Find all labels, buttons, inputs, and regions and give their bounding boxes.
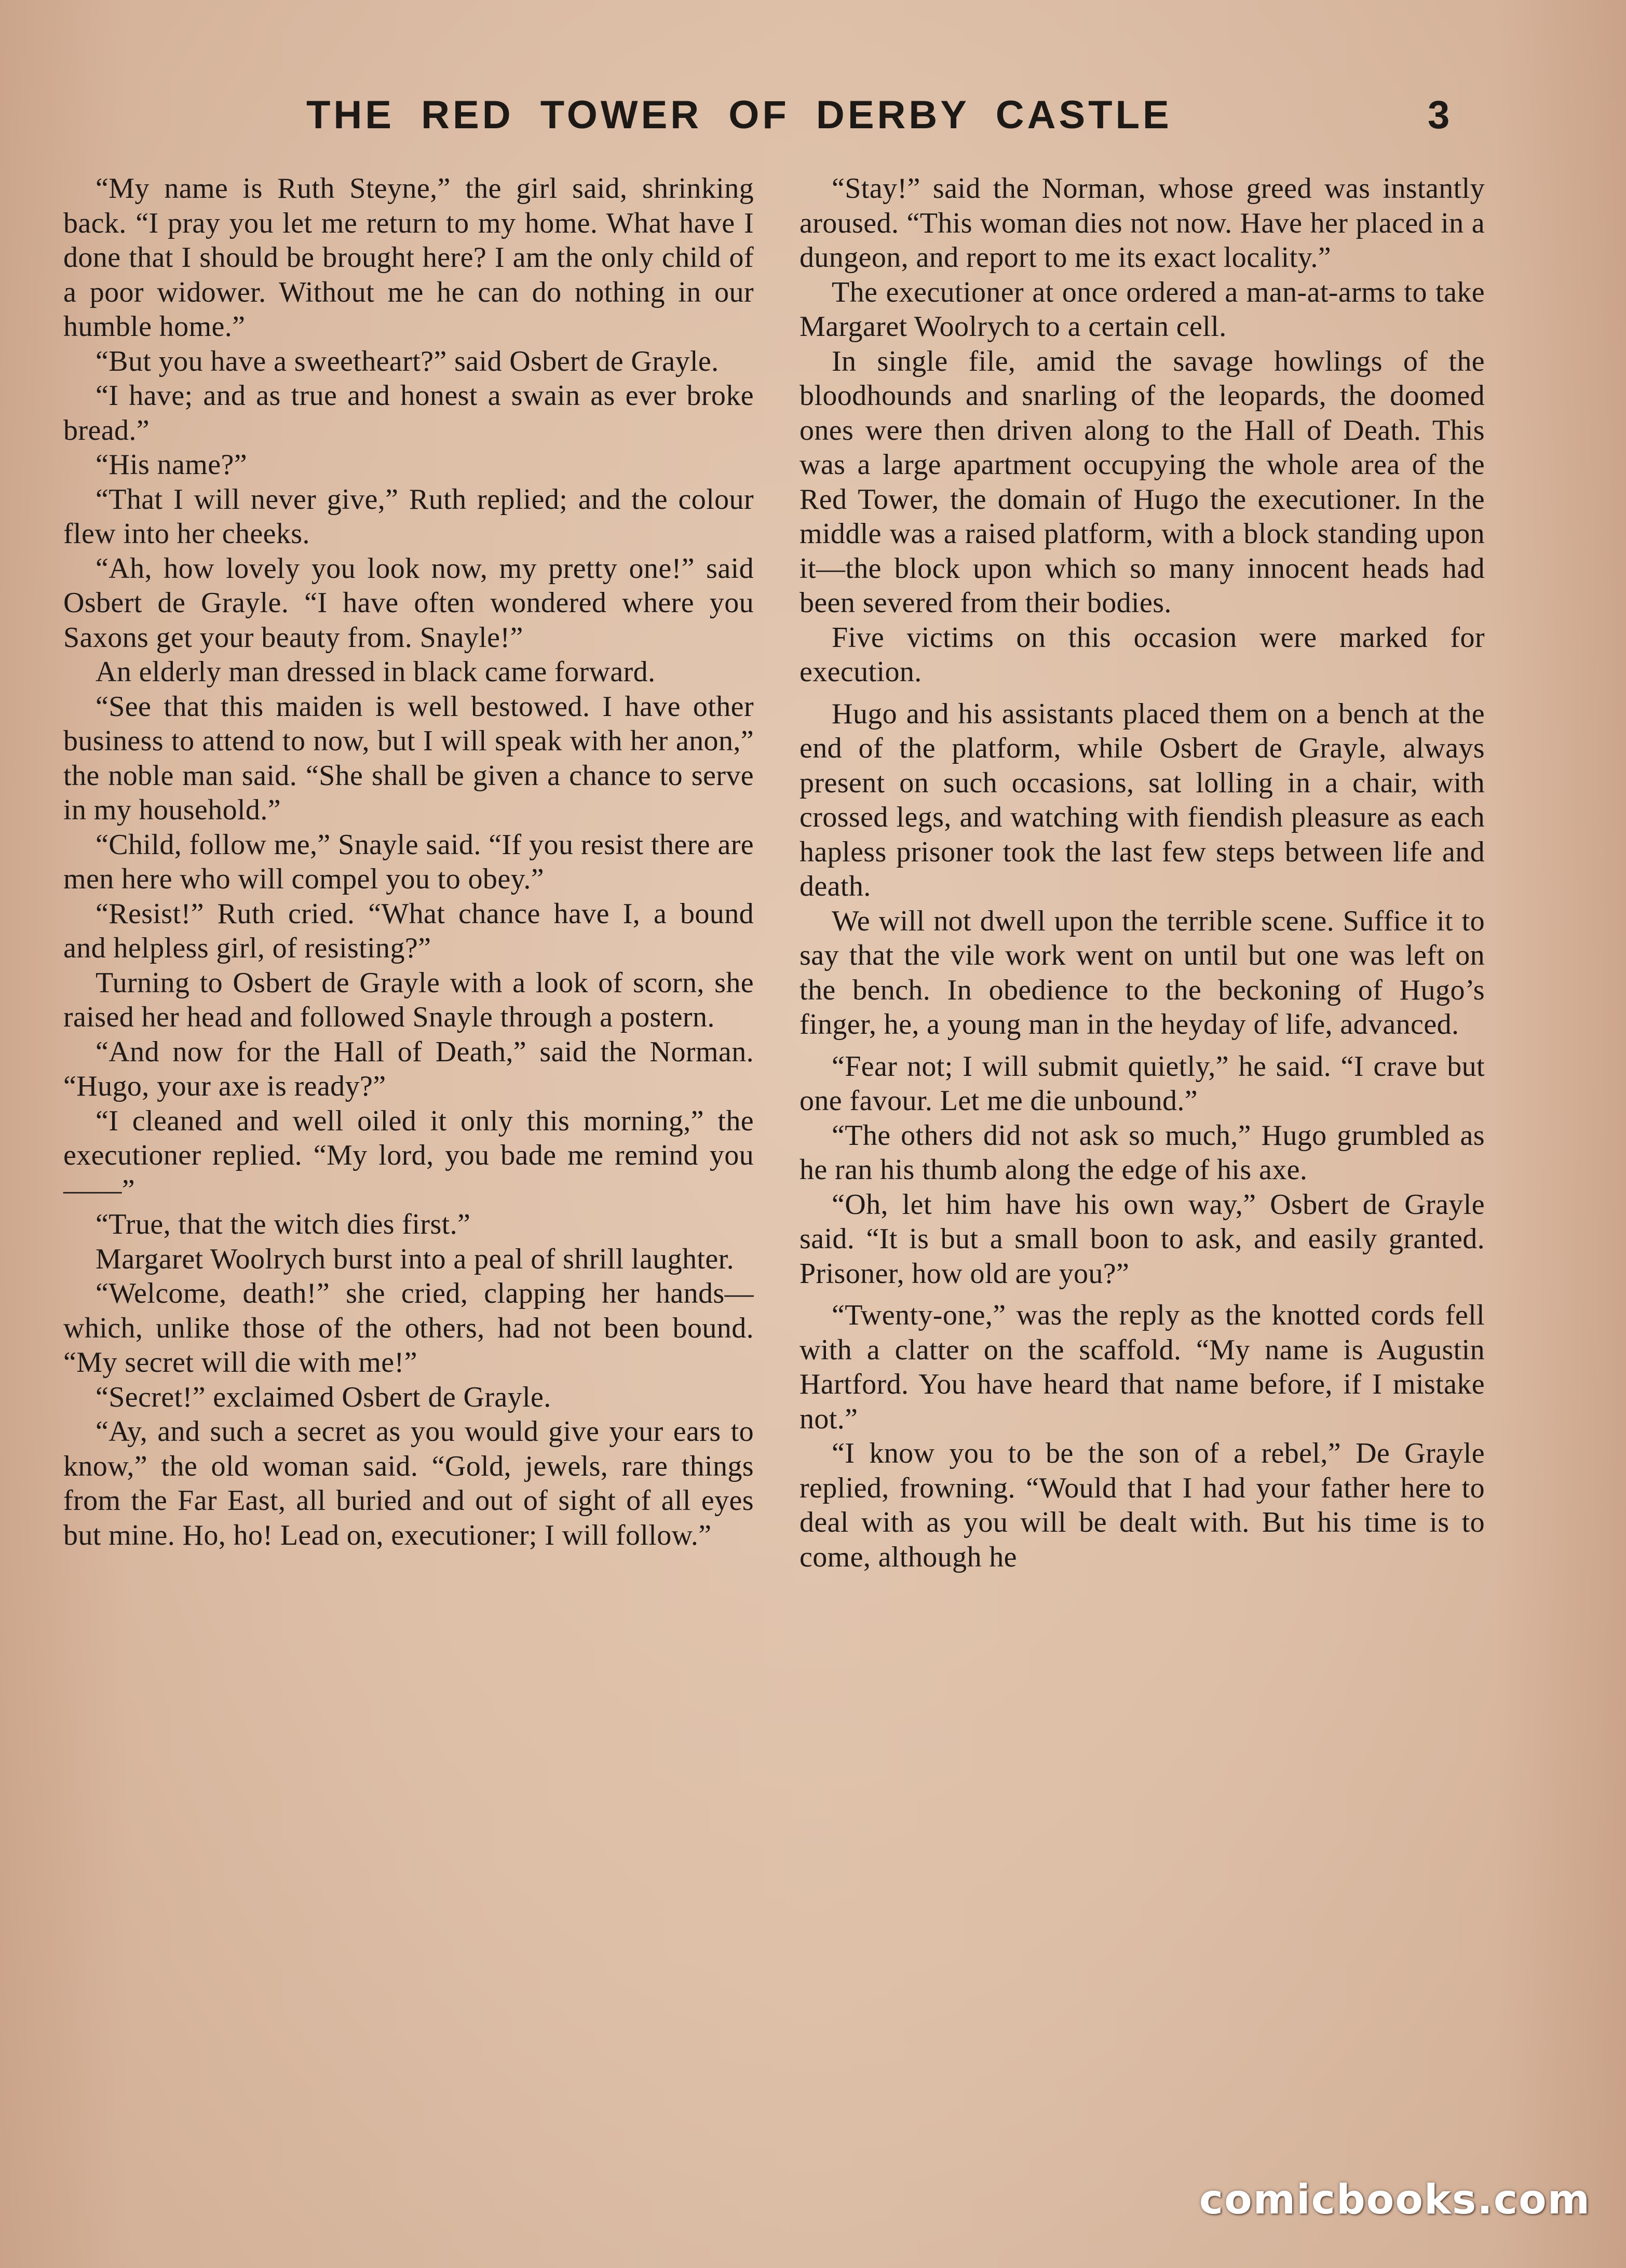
left-column [63, 171, 754, 1553]
paragraph: “Resist!” Ruth cried. “What chance have I, a bound and helpless girl, of resisting?” [63, 897, 754, 964]
paragraph: “That I will never give,” Ruth replied; and the colour flew into her cheeks. [63, 483, 754, 550]
paragraph: “But you have a sweetheart?” said Osbert de Grayle. [96, 345, 719, 377]
paragraph: Margaret Woolrych burst into a peal of shrill laughter. [96, 1243, 735, 1275]
right-column [800, 171, 1485, 1574]
paragraph: “I have; and as true and honest a swain as ever broke bread.” [63, 380, 754, 447]
running-title: THE RED TOWER OF DERBY CASTLE [306, 93, 1172, 137]
paragraph: “Welcome, death!” she cried, clapping her hands—which, unlike those of the others, had not been bound. “My secret will die with me!” [63, 1277, 754, 1379]
paragraph: “Child, follow me,” Snayle said. “If you resist there are men here who will compel you to obey.” [63, 828, 754, 895]
paragraph: In single file, amid the savage howlings of the bloodhounds and snarling of the leopards, the doomed ones were then driven along to the Hall of Death. This was a large apartment occupying the whole area of the Red Tower, the domain of Hugo the executioner. In the middle was a raised platform, with a block standing upon it—the block upon which so many innocent heads had been severed from their bodies. [800, 345, 1485, 619]
paragraph: “Twenty-one,” was the reply as the knotted cords fell with a clatter on the scaffold. “My name is Augustin Hartford. You have heard that name before, if I mistake not.” [800, 1299, 1485, 1435]
paragraph: “Oh, let him have his own way,” Osbert de Grayle said. “It is but a small boon to ask, and easily granted. Prisoner, how old are you?” [800, 1188, 1485, 1290]
paragraph: “See that this maiden is well bestowed. I have other business to attend to now, but I will speak with her anon,” the noble man said. “She shall be given a chance to serve in my household.” [63, 690, 754, 826]
paragraph: Five victims on this occasion were marked for execution. [800, 621, 1485, 688]
paragraph: “And now for the Hall of Death,” said the Norman. “Hugo, your axe is ready?” [63, 1035, 754, 1102]
page-number: 3 [1428, 93, 1450, 137]
paragraph: “Stay!” said the Norman, whose greed was instantly aroused. “This woman dies not now. Have her placed in a dungeon, and report to me its exact locality.” [800, 172, 1485, 274]
site-watermark: comicbooks.com [1199, 2177, 1591, 2223]
paragraph: “Ah, how lovely you look now, my pretty one!” said Osbert de Grayle. “I have often wondered where you Saxons get your beauty from. Snayle!” [63, 552, 754, 654]
paragraph: “Ay, and such a secret as you would give your ears to know,” the old woman said. “Gold, jewels, rare things from the Far East, all buried and out of sight of all eyes but mine. Ho, ho! Lead on, executioner; I will follow.” [63, 1415, 754, 1551]
paragraph: “Secret!” exclaimed Osbert de Grayle. [96, 1381, 551, 1413]
paragraph: Hugo and his assistants placed them on a bench at the end of the platform, while Osbert de Grayle, always present on such occasions, sat lolling in a chair, with crossed legs, and watching with fiendish pleasure as each hapless prisoner took the last few steps between life and death. [800, 697, 1485, 902]
paragraph: “True, that the witch dies first.” [96, 1208, 471, 1240]
paragraph: “Fear not; I will submit quietly,” he said. “I crave but one favour. Let me die unbound.” [800, 1050, 1485, 1117]
paragraph: An elderly man dressed in black came forward. [96, 656, 656, 688]
paragraph: The executioner at once ordered a man-at-arms to take Margaret Woolrych to a certain cell. [800, 276, 1485, 343]
paragraph: “I cleaned and well oiled it only this morning,” the executioner replied. “My lord, you bade me remind you——” [63, 1104, 754, 1206]
paragraph: We will not dwell upon the terrible scene. Suffice it to say that the vile work went on until but one was left on the bench. In obedience to the beckoning of Hugo’s finger, he, a young man in the heyday of life, advanced. [800, 905, 1485, 1041]
paragraph: “I know you to be the son of a rebel,” De Grayle replied, frowning. “Would that I had your father here to deal with as you will be dealt with. But his time is to come, although he [800, 1437, 1485, 1573]
paragraph: Turning to Osbert de Grayle with a look of scorn, she raised her head and followed Snayle through a postern. [63, 966, 754, 1033]
paragraph: “The others did not ask so much,” Hugo grumbled as he ran his thumb along the edge of his axe. [800, 1119, 1485, 1186]
paragraph: “My name is Ruth Steyne,” the girl said, shrinking back. “I pray you let me return to my home. What have I done that I should be brought here? I am the only child of a poor widower. Without me he can do nothing in our humble home.” [63, 172, 754, 343]
paragraph: “His name?” [96, 449, 248, 481]
